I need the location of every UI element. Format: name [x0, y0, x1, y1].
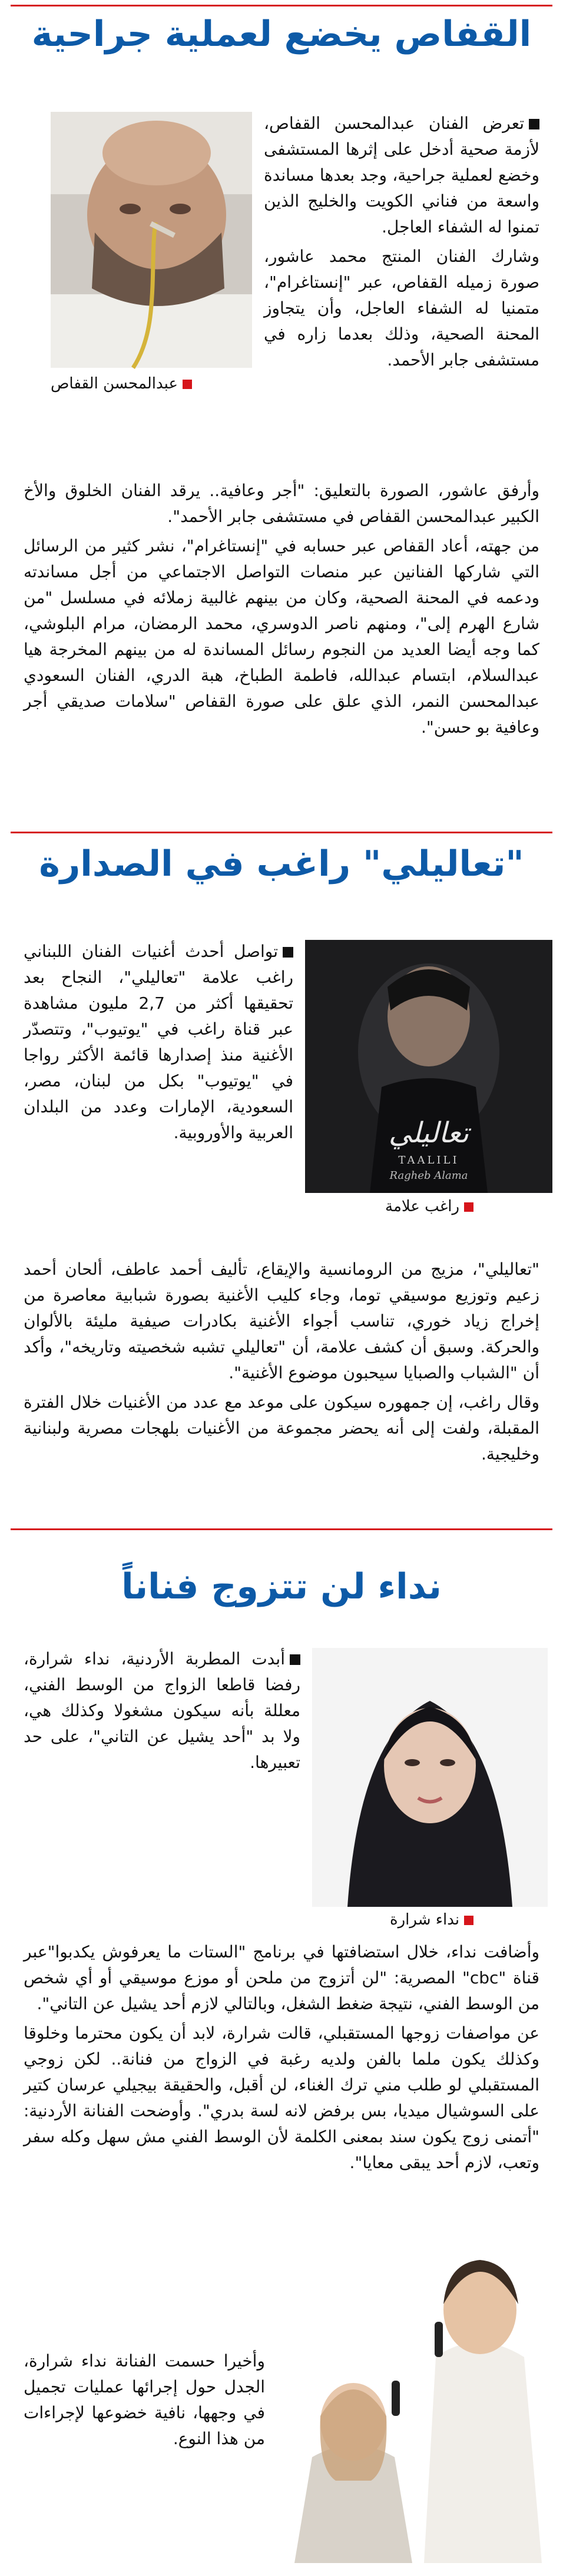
photo-caption-2: راغب علامة	[385, 1198, 473, 1215]
photo-nidaa-sharara	[312, 1648, 548, 1907]
article3-paragraph-3: عن مواصفات زوجها المستقبلي، قالت شرارة، لابد أن يكون محترما وخلوقا وكذلك يكون ملما بالفن ولديه رغبة في الزواج من فنانة.. لكن زوجي المستقبلي لو طلب مني ترك الغناء، لن أقبل، والحقيقة بيجيلي عرسان كتير على السوشيال ميديا، بس برفض لانه لسة بدري". وأوضحت الفنانة الأردنية: "أتمنى زوج يكون سند بمعنى الكلمة لأن الوسط الفني مش سهل وكله سفر وتعب، لازم أحد يبقى معايا".	[24, 2023, 539, 2172]
article2-paragraph-2: "تعاليلي"، مزيج من الرومانسية والإيقاع، تأليف أحمد عاطف، ألحان أحمد زعيم وتوزيع موسيقي توما، وجاء كليب الأغنية بصورة شبابية معاصرة من إخراج زياد خوري، تناسب أجواء الأغنية بكادرات صيفية مليئة بالألوان والحركة. وسبق أن كشف علامة، أن "تعاليلي تشبه شخصيته وتاريخه"، وأكد أن "الشباب والصبايا سيحبون موضوع الأغنية".	[24, 1259, 539, 1382]
article1-full-column	[24, 478, 539, 744]
caption-marker-3	[464, 1916, 473, 1925]
article3-paragraph-2: وأضافت نداء، خلال استضافتها في برنامج "الستات ما يعرفوش يكدبوا"عبر قناة "cbc" المصرية: "لن أتزوج من ملحن أو موزع موسيقي أو أي شخص من الوسط الفني، نتيجة ضغط الشغل، وبالتالي لازم أحد يشيل عن التاني".	[24, 1942, 539, 2013]
caption-marker-1	[183, 380, 192, 389]
photo-caption-1: عبدالمحسن القفاص	[51, 375, 192, 393]
headline-2: "تعاليلي" راغب في الصدارة	[39, 843, 524, 885]
article3-wrap-column-bottom	[24, 2348, 265, 2455]
paragraph-marker	[290, 1654, 300, 1665]
article3-paragraph-4: وأخيرا حسمت الفنانة نداء شرارة، الجدل حول إجرائها عمليات تجميل في وجهها، نافية خضوعها لإجراءات من هذا النوع.	[24, 2351, 265, 2448]
article2-paragraph-1: تواصل أحدث أغنيات الفنان اللبناني راغب علامة "تعاليلي"، النجاح بعد تحقيقها أكثر من 2,7 مليون مشاهدة عبر قناة راغب في "يوتيوب"، وتتصدّر الأغنية منذ إصدارها قائمة الأكثر رواجا في "يوتيوب" بكل من لبنان، مصر، السعودية، الإمارات وعدد من البلدان العربية والأوروبية.	[24, 942, 294, 1142]
article2-full-column	[24, 1257, 539, 1471]
caption-marker-2	[464, 1202, 473, 1212]
section-rule-2	[11, 832, 552, 833]
article1-paragraph-4: من جهته، أعاد القفاص عبر حسابه في "إنستاغرام"، نشر كثير من الرسائل التي شاركها الفنانين عبر منصات التواصل الاجتماعي من أجل مساندته ودعمه في المحنة الصحية، وكان من بينهم غالبية زملائه في مسلسل "من شارع الهرم إلى"، ومنهم ناصر الدوسري، محمد الرمضان، مرام البلوشي، كما وجه أيضا العديد من النجوم رسائل المساندة له من بينهم المخرجة هيا عبدالسلام، ابتسام عبدالله، فاطمة الطباخ، هبة الدري، الفنان السعودي عبدالمحسن النمر، الذي علق على صورة القفاص "سلامات صديقي أجر وعافية بو حسن".	[24, 536, 539, 737]
article1-paragraph-2: وشارك الفنان المنتج محمد عاشور، صورة زميله القفاص، عبر "إنستاغرام"، متمنيا له الشفاء العاجل، وأن يتجاوز المحنة الصحية، وذلك بعدما زاره في مستشفى جابر الأحمد.	[264, 247, 539, 370]
article1-paragraph-3: وأرفق عاشور، الصورة بالتعليق: "أجر وعافية.. يرقد الفنان الخلوق والأخ الكبير عبدالمحسن القفاص في مستشفى جابر الأحمد".	[24, 481, 539, 526]
performers-illustration	[277, 2204, 554, 2563]
article1-paragraph-1: تعرض الفنان عبدالمحسن القفاص، لأزمة صحية أدخل على إثرها المستشفى وخضع لعملية جراحية، وجد بعدها مساندة واسعة من فناني الكويت والخليج الذين تمنوا له الشفاء العاجل.	[264, 114, 539, 237]
article3-paragraph-1: أبدت المطربة الأردنية، نداء شرارة، رفضا قاطعا الزواج من الوسط الفني، معللة بأنه سيكون مشغولا وكذلك هي، ولا بد "أحد يشيل عن التاني"، على حد تعبيرها.	[24, 1649, 300, 1772]
patient-photo-illustration	[51, 112, 252, 368]
photo-caption-3: نداء شرارة	[390, 1911, 473, 1929]
article2-paragraph-3: وقال راغب، إن جمهوره سيكون على موعد مع عدد من الأغنيات خلال الفترة المقبلة، ولفت إلى أنه يحضر مجموعة من الأغنيات بلهجات مصرية ولبنانية وخليجية.	[24, 1392, 539, 1464]
article1-wrap-column	[264, 111, 539, 370]
paragraph-marker	[283, 947, 293, 958]
paragraph-marker	[529, 119, 539, 129]
album-cover-taalili	[305, 940, 552, 1193]
headline-3: نداء لن تتزوج فناناً	[121, 1566, 442, 1607]
album-title: تعاليلي	[388, 1116, 469, 1149]
album-artist: Ragheb Alama	[389, 1169, 468, 1182]
article2-wrap-column	[24, 939, 293, 1149]
section-rule-3	[11, 1528, 552, 1530]
photo-performers	[277, 2204, 554, 2563]
portrait-illustration	[312, 1648, 548, 1907]
headline-1: القفاص يخضع لعملية جراحية	[31, 14, 532, 55]
album-latin-title: TAALILI	[398, 1154, 459, 1166]
article3-wrap-column	[24, 1646, 300, 1779]
top-rule	[11, 5, 552, 6]
photo-alqaffas	[51, 112, 252, 368]
